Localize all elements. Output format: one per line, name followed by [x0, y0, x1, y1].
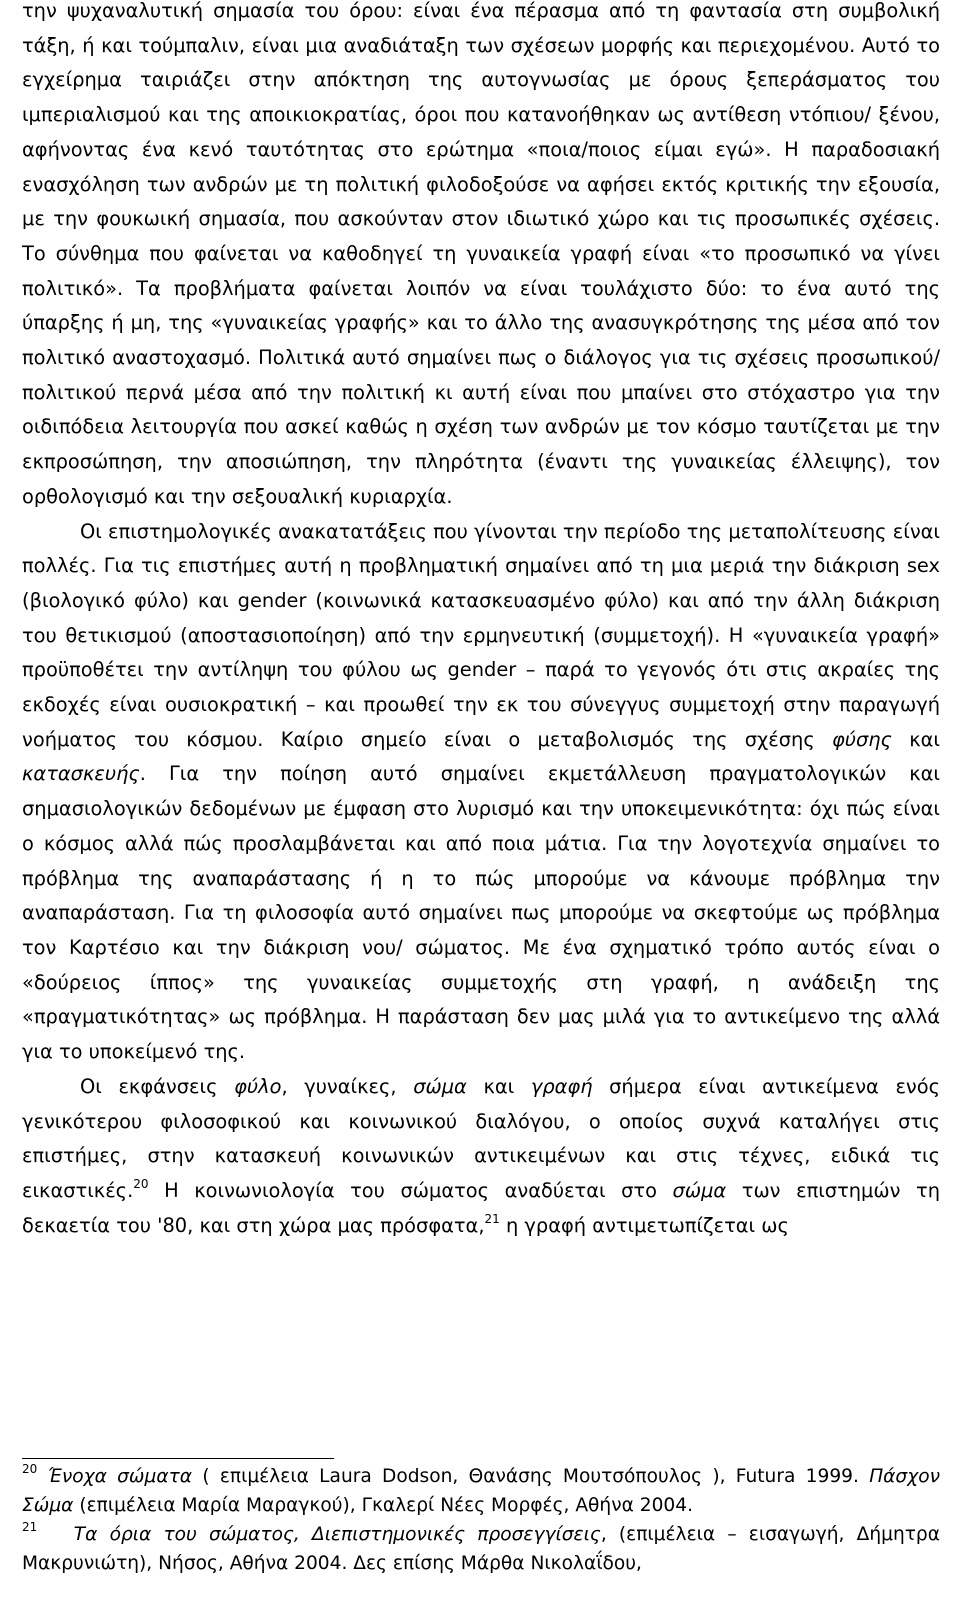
footnote-20	[22, 1462, 940, 1520]
footnotes	[22, 1462, 940, 1578]
emphasis-text: σώμα	[413, 1074, 467, 1098]
paragraph-text: και	[466, 1074, 531, 1098]
paragraph-2	[22, 515, 940, 1070]
footnote-separator	[22, 1458, 334, 1459]
footnote-text: , (επιμέλεια – εισαγωγή, Δήμητρα Μακρυνιώτη), Νήσος, Αθήνα 2004. Δες επίσης Μάρθα Νικολαΐδου,	[22, 1524, 940, 1574]
footnote-title: Ένοχα σώματα	[47, 1466, 193, 1487]
emphasis-text: φύσης	[831, 727, 892, 751]
footnote-ref-21[interactable]: 21	[484, 1211, 500, 1226]
footnote-title: Πάσχον Σώμα	[22, 1466, 940, 1516]
paragraph-text: Η κοινωνιολογία του σώματος αναδύεται στο	[148, 1178, 673, 1202]
paragraph-3	[22, 1070, 940, 1244]
document-page	[22, 0, 940, 1574]
footnote-text: ( επιμέλεια Laura Dodson, Θανάσης Μουτσόπουλος ), Futura 1999.	[192, 1466, 859, 1487]
paragraph-1	[22, 0, 940, 515]
body-text	[22, 0, 940, 1243]
footnote-title: Τα όρια του σώματος, Διεπιστημονικές προσεγγίσεις	[73, 1524, 601, 1545]
paragraph-text: των επιστημών τη δεκαετία του '80, και στη χώρα μας πρόσφατα,	[22, 1178, 940, 1237]
emphasis-text: φύλο	[234, 1074, 282, 1098]
paragraph-text: Οι επιστημολογικές ανακατατάξεις που γίνονται την περίοδο της μεταπολίτευσης είναι πολλές. Για τις επιστήμες αυτή η προβληματική σημαίνει από τη μια μεριά την διάκριση sex (βιολογικό φύλο) και gender (κοινωνικά κατασκευασμένο φύλο) και από την άλλη διάκριση του θετικισμού (αποστασιοποίηση) από την ερμηνευτική (συμμετοχή). Η «γυναικεία γραφή» προϋποθέτει την αντίληψη του φύλου ως gender – παρά το γεγονός ότι στις ακραίες της εκδοχές είναι ουσιοκρατική – και προωθεί την εκ του σύνεγγυς συμμετοχή στην παραγωγή νοήματος του κόσμου. Καίριο σημείο είναι ο μεταβολισμός της σχέσης	[22, 519, 940, 751]
emphasis-text: σώμα	[672, 1178, 727, 1202]
paragraph-text: , γυναίκες,	[281, 1074, 414, 1098]
paragraph-text: . Για την ποίηση αυτό σημαίνει εκμετάλλευση πραγματολογικών και σημασιολογικών δεδομένων με έμφαση στο λυρισμό και την υποκειμενικότητα: όχι πώς είναι ο κόσμος αλλά πώς προσλαμβάνεται και από ποια μάτια. Για την λογοτεχνία σημαίνει το πρόβλημα της αναπαράστασης ή η το πώς μπορούμε να κάνουμε πρόβλημα την αναπαράσταση. Για τη φιλοσοφία αυτό σημαίνει πως μπορούμε να σκεφτούμε ως πρόβλημα τον Καρτέσιο και την διάκριση νου/ σώματος. Με ένα σχηματικό τρόπο αυτός είναι ο «δούρειος ίππος» της γυναικείας συμμετοχής στη γραφή, η ανάδειξη της «πραγματικότητας» ως πρόβλημα. Η παράσταση δεν μας μιλά για το αντικείμενο της αλλά για το υποκείμενό της.	[22, 762, 940, 1064]
paragraph-text: και	[891, 727, 940, 751]
paragraph-text: την ψυχαναλυτική σημασία του όρου: είναι ένα πέρασμα από τη φαντασία στη συμβολική τάξη, ή και τούμπαλιν, είναι μια αναδιάταξη των σχέσεων μορφής και περιεχομένου. Αυτό το εγχείρημα ταιριάζει στην απόκτηση της αυτογνωσίας με όρους ξεπεράσματος του ιμπεριαλισμού και της αποικιοκρατίας, όροι που κατανοήθηκαν ως αντίθεση ντόπιου/ ξένου, αφήνοντας ένα κενό ταυτότητας στο ερώτημα «ποια/ποιος είμαι εγώ». Η παραδοσιακή ενασχόληση των ανδρών με τη πολιτική φιλοδοξούσε να αφήσει εκτός κριτικής την εξουσία, με την φουκωική σημασία, που ασκούνταν στον ιδιωτικό χώρο και τις προσωπικές σχέσεις. Το σύνθημα που φαίνεται να καθοδηγεί τη γυναικεία γραφή είναι «το προσωπικό να γίνει πολιτικό». Τα προβλήματα φαίνεται λοιπόν να είναι τουλάχιστο δύο: το ένα αυτό της ύπαρξης ή μη, της «γυναικείας γραφής» και το άλλο της ανασυγκρότησης της μέσα από τον πολιτικό αναστοχασμό. Πολιτικά αυτό σημαίνει πως ο διάλογος για τις σχέσεις προσωπικού/ πολιτικού περνά μέσα από την πολιτική κι αυτή είναι που μπαίνει στο στόχαστρο για την οιδιπόδεια λειτουργία που ασκεί καθώς η σχέση των ανδρών με τον κόσμο ταυτίζεται με την εκπροσώπηση, την αποσιώπηση, την πληρότητα (έναντι της γυναικείας έλλειψης), τον ορθολογισμό και την σεξουαλική κυριαρχία.	[22, 0, 940, 508]
paragraph-text: Οι εκφάνσεις	[80, 1074, 235, 1098]
emphasis-text: κατασκευής	[22, 762, 140, 786]
paragraph-text: η γραφή αντιμετωπίζεται ως	[499, 1213, 789, 1237]
footnote-21	[22, 1520, 940, 1578]
paragraph-text: σήμερα είναι αντικείμενα ενός γενικότερου φιλοσοφικού και κοινωνικού διαλόγου, ο οποίος συχνά καταλήγει στις επιστήμες, στην κατασκευή κοινωνικών αντικειμένων και στις τέχνες, ειδικά τις εικαστικές.	[22, 1074, 940, 1202]
footnote-ref-20[interactable]: 20	[133, 1176, 149, 1191]
footnote-number: 21	[22, 1520, 38, 1534]
footnote-text: (επιμέλεια Μαρία Μαραγκού), Γκαλερί Νέες Μορφές, Αθήνα 2004.	[73, 1495, 693, 1516]
footnote-number: 20	[22, 1462, 38, 1476]
emphasis-text: γραφή	[530, 1074, 593, 1098]
